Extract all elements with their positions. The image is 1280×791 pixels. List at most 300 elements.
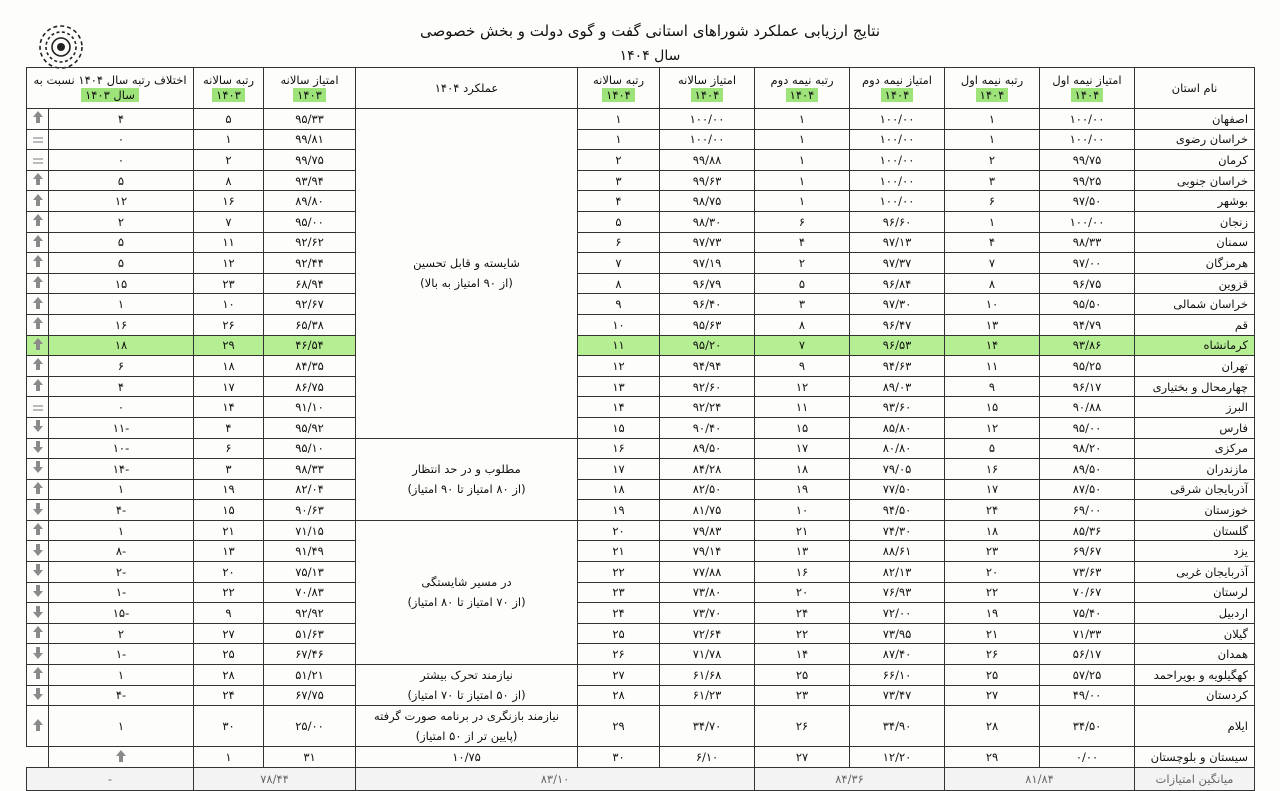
- h2-score: ۷۳/۴۷: [850, 685, 945, 706]
- h2-score: ۷۳/۹۵: [850, 623, 945, 644]
- col-annual-rank: رتبه سالانه ۱۴۰۴: [578, 68, 660, 109]
- province-name: کرمانشاه: [1135, 335, 1255, 356]
- rank-difference: -۱۴: [49, 459, 194, 480]
- h1-rank: ۱۴: [945, 335, 1040, 356]
- arrow-up-icon: [33, 719, 43, 731]
- h2-rank: ۱۱: [755, 397, 850, 418]
- arrow-down-icon: [33, 606, 43, 618]
- prev-annual-score: ۴۶/۵۴: [264, 335, 356, 356]
- prev-annual-score: ۸۶/۷۵: [264, 376, 356, 397]
- h2-rank: ۹: [755, 356, 850, 377]
- col-h1-score: امتیاز نیمه اول ۱۴۰۴: [1040, 68, 1135, 109]
- rank-difference: ۱۵: [49, 273, 194, 294]
- annual-score: ۹۸/۷۵: [660, 191, 755, 212]
- h1-score: ۹۵/۵۰: [1040, 294, 1135, 315]
- h1-rank: ۱۷: [945, 479, 1040, 500]
- prev-annual-score: ۵۱/۶۳: [264, 623, 356, 644]
- annual-rank: ۲۸: [578, 685, 660, 706]
- h1-score: ۱۰۰/۰۰: [1040, 109, 1135, 130]
- arrow-up-icon: [33, 276, 43, 288]
- rank-difference: -۱۱: [49, 417, 194, 438]
- footer-label: میانگین امتیازات: [1135, 767, 1255, 790]
- h1-score: ۹۷/۰۰: [1040, 253, 1135, 274]
- arrow-up-icon: [33, 379, 43, 391]
- trend-cell: [27, 417, 49, 438]
- annual-score: ۳۴/۷۰: [660, 706, 755, 747]
- h1-rank: ۲۴: [945, 500, 1040, 521]
- h2-rank: ۵: [755, 273, 850, 294]
- arrow-up-icon: [33, 173, 43, 185]
- table-row: [27, 459, 1255, 480]
- prev-annual-rank: ۲۳: [194, 273, 264, 294]
- annual-score: ۹۷/۷۳: [660, 232, 755, 253]
- h2-rank: ۱: [755, 170, 850, 191]
- annual-rank: ۲۳: [578, 582, 660, 603]
- arrow-down-icon: [33, 461, 43, 473]
- annual-score: ۸۲/۵۰: [660, 479, 755, 500]
- prev-annual-rank: ۱۸: [194, 356, 264, 377]
- h1-rank: ۲: [945, 150, 1040, 171]
- rank-difference: -۲: [49, 562, 194, 583]
- table-row: [27, 665, 1255, 686]
- h1-rank: ۸: [945, 273, 1040, 294]
- h1-rank: ۱۰: [945, 294, 1040, 315]
- province-name: البرز: [1135, 397, 1255, 418]
- h1-rank: ۹: [945, 376, 1040, 397]
- h1-rank: ۲۶: [945, 644, 1040, 665]
- h1-rank: ۱۵: [945, 397, 1040, 418]
- province-name: اردبیل: [1135, 603, 1255, 624]
- h1-score: ۶۹/۶۷: [1040, 541, 1135, 562]
- prev-annual-score: ۹۲/۶۷: [264, 294, 356, 315]
- prev-annual-score: ۹۰/۶۳: [264, 500, 356, 521]
- h1-score: ۹۹/۷۵: [1040, 150, 1135, 171]
- prev-annual-rank: ۱۶: [194, 191, 264, 212]
- h2-rank: ۲۷: [755, 747, 850, 768]
- arrow-up-icon: [33, 255, 43, 267]
- h2-score: ۹۴/۶۳: [850, 356, 945, 377]
- h2-score: ۹۷/۱۳: [850, 232, 945, 253]
- rank-difference: ۶: [49, 356, 194, 377]
- prev-annual-rank: ۱۲: [194, 253, 264, 274]
- table-row: [27, 706, 1255, 747]
- table-row: [27, 253, 1255, 274]
- h2-rank: ۱: [755, 191, 850, 212]
- trend-cell: [27, 335, 49, 356]
- province-name: تهران: [1135, 356, 1255, 377]
- rank-difference: -۴: [49, 500, 194, 521]
- col-h1-rank: رتبه نیمه اول ۱۴۰۴: [945, 68, 1040, 109]
- trend-cell: [27, 479, 49, 500]
- arrow-up-icon: [33, 235, 43, 247]
- arrow-up-icon: [33, 111, 43, 123]
- h2-rank: ۴: [755, 232, 850, 253]
- prev-annual-score: ۹۲/۴۴: [264, 253, 356, 274]
- province-name: چهارمحال و بختیاری: [1135, 376, 1255, 397]
- col-performance: عملکرد ۱۴۰۴: [356, 68, 578, 109]
- h2-score: ۹۶/۸۴: [850, 273, 945, 294]
- province-name: کردستان: [1135, 685, 1255, 706]
- province-name: بوشهر: [1135, 191, 1255, 212]
- annual-score: ۷۲/۶۴: [660, 623, 755, 644]
- trend-cell: [27, 129, 49, 150]
- table-row: [27, 417, 1255, 438]
- h2-rank: ۱: [755, 109, 850, 130]
- annual-average: ۸۳/۱۰: [356, 767, 755, 790]
- trend-cell: [27, 294, 49, 315]
- annual-score: ۹۴/۹۴: [660, 356, 755, 377]
- prev-annual-score: ۹۵/۳۳: [264, 109, 356, 130]
- h1-score: ۱۰۰/۰۰: [1040, 211, 1135, 232]
- h1-rank: ۱۹: [945, 603, 1040, 624]
- h2-score: ۷۲/۰۰: [850, 603, 945, 624]
- performance-group-label: در مسیر شایستگی (از ۷۰ امتیاز تا ۸۰ امتیاز): [356, 520, 578, 664]
- table-row: [27, 294, 1255, 315]
- prev-annual-rank: ۳۱: [264, 747, 356, 768]
- annual-score: ۷۳/۸۰: [660, 582, 755, 603]
- h1-score: ۹۵/۰۰: [1040, 417, 1135, 438]
- annual-rank: ۱: [578, 109, 660, 130]
- prev-annual-score: ۶۸/۹۴: [264, 273, 356, 294]
- province-name: خراسان رضوی: [1135, 129, 1255, 150]
- h1-rank: ۱۸: [945, 520, 1040, 541]
- h2-rank: ۲۶: [755, 706, 850, 747]
- h1-rank: ۲۱: [945, 623, 1040, 644]
- prev-annual-rank: ۱: [194, 129, 264, 150]
- annual-score: ۹۲/۶۰: [660, 376, 755, 397]
- annual-rank: ۱۹: [578, 500, 660, 521]
- table-row: [27, 129, 1255, 150]
- arrow-up-icon: [33, 297, 43, 309]
- h2-score: ۸۰/۸۰: [850, 438, 945, 459]
- rank-difference: ۵: [49, 232, 194, 253]
- table-row: [27, 685, 1255, 706]
- h1-score: ۹۰/۸۸: [1040, 397, 1135, 418]
- prev-annual-rank: ۲۸: [194, 665, 264, 686]
- prev-annual-rank: ۸: [194, 170, 264, 191]
- prev-annual-rank: ۱۹: [194, 479, 264, 500]
- h2-score: ۷۴/۳۰: [850, 520, 945, 541]
- h1-score: ۸۹/۵۰: [1040, 459, 1135, 480]
- h2-rank: ۱۲: [755, 376, 850, 397]
- trend-cell: [27, 314, 49, 335]
- prev-annual-rank: ۱۵: [194, 500, 264, 521]
- h1-rank: ۱۶: [945, 459, 1040, 480]
- trend-cell: [27, 109, 49, 130]
- prev-annual-score: ۵۱/۲۱: [264, 665, 356, 686]
- col-annual-score: امتیاز سالانه ۱۴۰۴: [660, 68, 755, 109]
- trend-cell: [27, 273, 49, 294]
- trend-cell: [27, 438, 49, 459]
- table-row: [27, 109, 1255, 130]
- arrow-up-icon: [33, 194, 43, 206]
- province-name: سمنان: [1135, 232, 1255, 253]
- arrow-up-icon: [116, 750, 126, 762]
- table-row: [27, 335, 1255, 356]
- annual-score: ۶۱/۲۳: [660, 685, 755, 706]
- table-header-row: [27, 68, 1255, 109]
- rank-difference: ۰: [49, 397, 194, 418]
- rank-difference: ۱۸: [49, 335, 194, 356]
- h2-score: ۷۹/۰۵: [850, 459, 945, 480]
- prev-annual-rank: ۱۰: [194, 294, 264, 315]
- prev-annual-rank: ۲۰: [194, 562, 264, 583]
- h1-score: ۳۴/۵۰: [1040, 706, 1135, 747]
- rank-difference: ۴: [49, 376, 194, 397]
- prev-annual-score: ۸۹/۸۰: [264, 191, 356, 212]
- performance-group-label: نیازمند تحرک بیشتر (از ۵۰ امتیاز تا ۷۰ امتیاز): [356, 665, 578, 706]
- table-row: [27, 438, 1255, 459]
- trend-cell: [49, 747, 194, 768]
- rank-difference: ۱: [49, 520, 194, 541]
- col-h2-rank: رتبه نیمه دوم ۱۴۰۴: [755, 68, 850, 109]
- h1-rank: ۲۹: [945, 747, 1040, 768]
- h2-score: ۸۲/۱۳: [850, 562, 945, 583]
- h1-rank: ۵: [945, 438, 1040, 459]
- trend-cell: [27, 376, 49, 397]
- table-row: [27, 562, 1255, 583]
- annual-rank: ۲: [578, 150, 660, 171]
- col-h2-score: امتیاز نیمه دوم ۱۴۰۴: [850, 68, 945, 109]
- annual-score: ۹۰/۴۰: [660, 417, 755, 438]
- arrow-down-icon: [33, 688, 43, 700]
- h1-rank: ۱۳: [945, 314, 1040, 335]
- annual-rank: ۲۵: [578, 623, 660, 644]
- annual-score: ۹۸/۳۰: [660, 211, 755, 232]
- annual-score: ۷۷/۸۸: [660, 562, 755, 583]
- province-name: مازندران: [1135, 459, 1255, 480]
- h2-rank: ۱۹: [755, 479, 850, 500]
- rank-difference: ۲: [49, 623, 194, 644]
- province-name: لرستان: [1135, 582, 1255, 603]
- h2-score: ۹۷/۳۷: [850, 253, 945, 274]
- province-name: اصفهان: [1135, 109, 1255, 130]
- h2-rank: ۳: [755, 294, 850, 315]
- table-row: [27, 356, 1255, 377]
- annual-rank: ۱: [578, 129, 660, 150]
- annual-rank: ۲۲: [578, 562, 660, 583]
- prev-annual-rank: ۲۶: [194, 314, 264, 335]
- rank-difference: -۸: [49, 541, 194, 562]
- arrow-down-icon: [33, 564, 43, 576]
- rank-difference: -۱۰: [49, 438, 194, 459]
- province-name: ایلام: [1135, 706, 1255, 747]
- h1-score: ۸۷/۵۰: [1040, 479, 1135, 500]
- table-row: [27, 500, 1255, 521]
- province-name: آذربایجان شرقی: [1135, 479, 1255, 500]
- h1-rank: ۲۰: [945, 562, 1040, 583]
- annual-score: ۷۳/۷۰: [660, 603, 755, 624]
- arrow-down-icon: [33, 585, 43, 597]
- rank-difference: ۱: [49, 479, 194, 500]
- table-row: [27, 232, 1255, 253]
- h2-score: ۹۶/۴۷: [850, 314, 945, 335]
- annual-score: ۹۶/۴۰: [660, 294, 755, 315]
- h1-rank: ۱۱: [945, 356, 1040, 377]
- annual-rank: ۸: [578, 273, 660, 294]
- prev-annual-rank: ۹: [194, 603, 264, 624]
- annual-rank: ۵: [578, 211, 660, 232]
- prev-annual-score: ۹۲/۶۲: [264, 232, 356, 253]
- prev-annual-rank: ۲: [194, 150, 264, 171]
- arrow-up-icon: [33, 317, 43, 329]
- rank-difference: ۱۶: [49, 314, 194, 335]
- col-rank-diff: اختلاف رتبه سال ۱۴۰۴ نسبت به سال ۱۴۰۳: [27, 68, 194, 109]
- province-name: هرمزگان: [1135, 253, 1255, 274]
- province-name: قم: [1135, 314, 1255, 335]
- rank-difference: ۰: [49, 150, 194, 171]
- annual-rank: ۴: [578, 191, 660, 212]
- prev-annual-rank: ۲۲: [194, 582, 264, 603]
- h1-rank: ۲۷: [945, 685, 1040, 706]
- annual-rank: ۱۲: [578, 356, 660, 377]
- h2-rank: ۱۶: [755, 562, 850, 583]
- h1-score: ۷۳/۶۳: [1040, 562, 1135, 583]
- rank-difference: ۱: [49, 706, 194, 747]
- h1-score: ۷۵/۴۰: [1040, 603, 1135, 624]
- h1-score: ۵۷/۲۵: [1040, 665, 1135, 686]
- trend-cell: [27, 170, 49, 191]
- h1-rank: ۶: [945, 191, 1040, 212]
- trend-cell: [27, 520, 49, 541]
- province-name: یزد: [1135, 541, 1255, 562]
- table-row: [27, 376, 1255, 397]
- table-row: [27, 520, 1255, 541]
- province-name: خوزستان: [1135, 500, 1255, 521]
- h1-rank: ۲۲: [945, 582, 1040, 603]
- annual-rank: ۱۳: [578, 376, 660, 397]
- prev-annual-rank: ۷: [194, 211, 264, 232]
- h2-score: ۱۰۰/۰۰: [850, 150, 945, 171]
- page-header: [0, 0, 1280, 68]
- rank-difference: ۰: [49, 129, 194, 150]
- results-table: [26, 67, 1255, 791]
- h1-score: ۴۹/۰۰: [1040, 685, 1135, 706]
- h2-rank: ۲۲: [755, 623, 850, 644]
- h2-rank: ۱۷: [755, 438, 850, 459]
- h1-score: ۱۰۰/۰۰: [1040, 129, 1135, 150]
- h2-score: ۸۹/۰۳: [850, 376, 945, 397]
- h2-rank: ۱: [755, 150, 850, 171]
- annual-rank: ۲۰: [578, 520, 660, 541]
- performance-group-label: شایسته و قابل تحسین (از ۹۰ امتیاز به بالا): [356, 109, 578, 439]
- prev-annual-rank: ۲۵: [194, 644, 264, 665]
- h1-score: ۹۹/۲۵: [1040, 170, 1135, 191]
- prev-annual-score: ۷۰/۸۳: [264, 582, 356, 603]
- h2-score: ۶۶/۱۰: [850, 665, 945, 686]
- prev-annual-score: ۹۱/۴۹: [264, 541, 356, 562]
- prev-annual-score: ۹۲/۹۲: [264, 603, 356, 624]
- arrow-up-icon: [33, 482, 43, 494]
- prev-annual-rank: ۳: [194, 459, 264, 480]
- table-row: [27, 582, 1255, 603]
- h2-rank: ۲: [755, 253, 850, 274]
- h2-score: ۱۰۰/۰۰: [850, 129, 945, 150]
- rank-difference: -۱: [49, 644, 194, 665]
- province-name: کهگیلویه و بویراحمد: [1135, 665, 1255, 686]
- annual-rank: ۲۱: [578, 541, 660, 562]
- prev-annual-score: ۶۷/۷۵: [264, 685, 356, 706]
- trend-cell: [27, 459, 49, 480]
- h1-average: ۸۱/۸۴: [945, 767, 1135, 790]
- table-body: [27, 109, 1255, 791]
- h2-rank: ۱۳: [755, 541, 850, 562]
- h2-rank: ۸: [755, 314, 850, 335]
- table-row: [27, 397, 1255, 418]
- prev-annual-rank: ۳۰: [194, 706, 264, 747]
- trend-cell: [27, 562, 49, 583]
- annual-rank: ۱۸: [578, 479, 660, 500]
- prev-annual-score: ۹۵/۱۰: [264, 438, 356, 459]
- trend-cell: [27, 582, 49, 603]
- h1-score: ۹۷/۵۰: [1040, 191, 1135, 212]
- h2-score: ۷۷/۵۰: [850, 479, 945, 500]
- rank-difference: ۵: [49, 170, 194, 191]
- prev-annual-score: ۹۱/۱۰: [264, 397, 356, 418]
- annual-score: ۹۹/۸۸: [660, 150, 755, 171]
- prev-annual-rank: ۵: [194, 109, 264, 130]
- h2-rank: ۷: [755, 335, 850, 356]
- annual-score: ۹۶/۷۹: [660, 273, 755, 294]
- rank-difference: ۱: [194, 747, 264, 768]
- table-row: [27, 603, 1255, 624]
- h1-score: ۶۹/۰۰: [1040, 500, 1135, 521]
- h1-score: ۹۴/۷۹: [1040, 314, 1135, 335]
- h1-rank: ۱۲: [945, 417, 1040, 438]
- h2-rank: ۲۱: [755, 520, 850, 541]
- prev-annual-score: ۶۷/۴۶: [264, 644, 356, 665]
- h1-rank: ۴: [945, 232, 1040, 253]
- rank-difference: ۴: [49, 109, 194, 130]
- performance-group-label: نیازمند بازنگری در برنامه صورت گرفته (پایین تر از ۵۰ امتیاز): [356, 706, 578, 747]
- annual-score: ۷۹/۱۴: [660, 541, 755, 562]
- h1-score: ۹۵/۲۵: [1040, 356, 1135, 377]
- h1-rank: ۱: [945, 129, 1040, 150]
- prev-annual-score: ۷۱/۱۵: [264, 520, 356, 541]
- table-row: [27, 644, 1255, 665]
- rank-difference: ۱: [49, 294, 194, 315]
- annual-rank: ۹: [578, 294, 660, 315]
- annual-score: ۷۹/۸۳: [660, 520, 755, 541]
- province-name: خراسان شمالی: [1135, 294, 1255, 315]
- h2-rank: ۱: [755, 129, 850, 150]
- arrow-up-icon: [33, 338, 43, 350]
- h2-rank: ۱۰: [755, 500, 850, 521]
- province-name: گلستان: [1135, 520, 1255, 541]
- annual-score: ۶۱/۶۸: [660, 665, 755, 686]
- prev-average: ۷۸/۴۴: [194, 767, 356, 790]
- h1-score: ۸۵/۳۶: [1040, 520, 1135, 541]
- h2-score: ۹۷/۳۰: [850, 294, 945, 315]
- arrow-up-icon: [33, 523, 43, 535]
- col-province: نام استان: [1135, 68, 1255, 109]
- h2-average: ۸۴/۳۶: [755, 767, 945, 790]
- h2-rank: ۱۸: [755, 459, 850, 480]
- annual-rank: ۱۴: [578, 397, 660, 418]
- trend-cell: [27, 253, 49, 274]
- annual-rank: ۱۵: [578, 417, 660, 438]
- province-name: آذربایجان غربی: [1135, 562, 1255, 583]
- performance-group-label: مطلوب و در حد انتظار (از ۸۰ امتیاز تا ۹۰ امتیاز): [356, 438, 578, 520]
- equal-icon: [33, 158, 43, 164]
- prev-annual-score: ۹۹/۷۵: [264, 150, 356, 171]
- h1-rank: ۱: [945, 109, 1040, 130]
- table-row: [27, 479, 1255, 500]
- h2-score: ۹۳/۶۰: [850, 397, 945, 418]
- annual-score: ۱۰۰/۰۰: [660, 129, 755, 150]
- prev-annual-rank: ۴: [194, 417, 264, 438]
- h2-score: ۸۸/۶۱: [850, 541, 945, 562]
